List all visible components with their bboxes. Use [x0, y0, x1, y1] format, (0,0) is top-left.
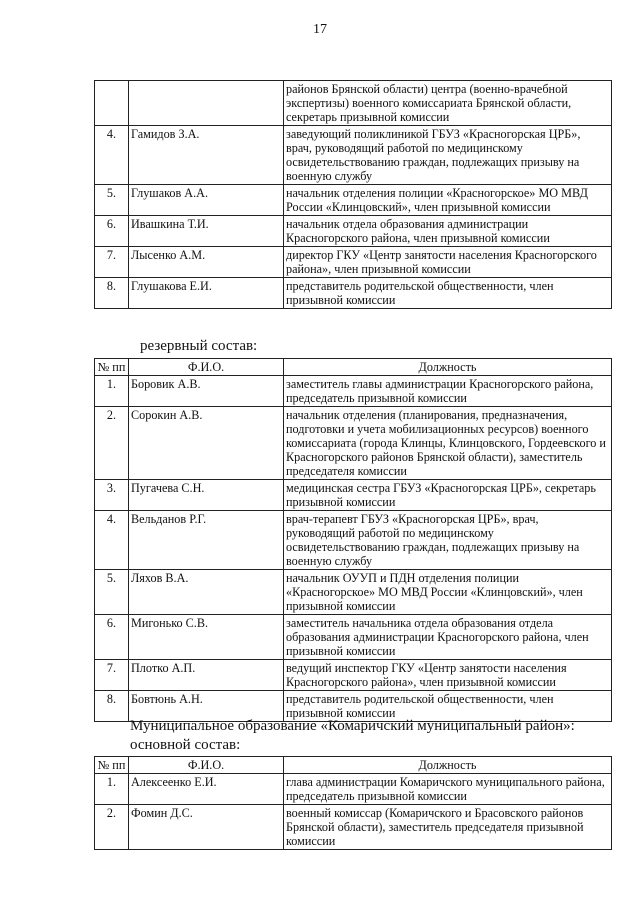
member-position: представитель родительской общественности, член призывной комиссии: [284, 278, 612, 309]
row-number: 2.: [95, 407, 129, 480]
member-name: Мигонько С.В.: [129, 615, 284, 660]
table-row: [95, 185, 612, 216]
table-row: [95, 81, 612, 126]
table-row: [95, 570, 612, 615]
table-body: [95, 81, 612, 309]
row-number: 1.: [95, 376, 129, 407]
reserve-caption: резервный состав:: [140, 338, 258, 354]
reserve-commission-table: [94, 358, 612, 722]
member-position: представитель родительской общественности, член призывной комиссии: [284, 691, 612, 722]
header-num: № пп: [95, 359, 129, 376]
row-number: 5.: [95, 185, 129, 216]
row-number: 1.: [95, 774, 129, 805]
row-number: 6.: [95, 615, 129, 660]
member-name: Глушаков А.А.: [129, 185, 284, 216]
table-row: [95, 407, 612, 480]
header-name: Ф.И.О.: [129, 359, 284, 376]
table-row: [95, 660, 612, 691]
row-number: 6.: [95, 216, 129, 247]
row-number: 8.: [95, 278, 129, 309]
row-number: 7.: [95, 247, 129, 278]
member-name: Ивашкина Т.И.: [129, 216, 284, 247]
member-position: районов Брянской области) центра (военно-врачебной экспертизы) военного комиссариата Брянской области, секретарь призывной комиссии: [284, 81, 612, 126]
member-position: глава администрации Комаричского муниципального района, председатель призывной комиссии: [284, 774, 612, 805]
row-number: [95, 81, 129, 126]
table-row: [95, 615, 612, 660]
table-row: [95, 278, 612, 309]
table-header-row: [95, 757, 612, 774]
main-caption: основной состав:: [130, 737, 241, 753]
table-row: [95, 247, 612, 278]
row-number: 5.: [95, 570, 129, 615]
row-number: 7.: [95, 660, 129, 691]
member-position: заместитель начальника отдела образования отдела образования администрации Красногорского района, член призывной комиссии: [284, 615, 612, 660]
table-row: [95, 126, 612, 185]
member-position: заместитель главы администрации Красногорского района, председатель призывной комиссии: [284, 376, 612, 407]
table-row: [95, 216, 612, 247]
member-position: директор ГКУ «Центр занятости населения Красногорского района», член призывной комиссии: [284, 247, 612, 278]
member-position: начальник отдела образования администрации Красногорского района, член призывной комиссии: [284, 216, 612, 247]
table-row: [95, 376, 612, 407]
member-position: начальник отделения (планирования, предназначения, подготовки и учета мобилизационных ресурсов) военного комиссариата (города Клинцы, Клинцовского, Гордеевского и Красногорского районов Брянской области), заместитель председателя комиссии: [284, 407, 612, 480]
member-name: Лысенко А.М.: [129, 247, 284, 278]
table-body: [95, 376, 612, 722]
member-name: Ляхов В.А.: [129, 570, 284, 615]
member-position: заведующий поликлиникой ГБУЗ «Красногорская ЦРБ», врач, руководящий работой по медицинскому освидетельствованию граждан, подлежащих призыву на военную службу: [284, 126, 612, 185]
table-body: [95, 774, 612, 850]
row-number: 2.: [95, 805, 129, 850]
member-name: Алексеенко Е.И.: [129, 774, 284, 805]
table-row: [95, 805, 612, 850]
member-position: начальник отделения полиции «Красногорское» МО МВД России «Клинцовский», член призывной комиссии: [284, 185, 612, 216]
header-num: № пп: [95, 757, 129, 774]
page-number: 17: [313, 22, 327, 37]
member-name: Фомин Д.С.: [129, 805, 284, 850]
table-row: [95, 480, 612, 511]
row-number: 4.: [95, 126, 129, 185]
table-row: [95, 511, 612, 570]
member-name: Плотко А.П.: [129, 660, 284, 691]
main-commission-table: [94, 756, 612, 850]
commission-table-continued: [94, 80, 612, 309]
table-row: [95, 774, 612, 805]
header-position: Должность: [284, 359, 612, 376]
member-position: врач-терапевт ГБУЗ «Красногорская ЦРБ», врач, руководящий работой по медицинскому освидетельствованию граждан, подлежащих призыву на военную службу: [284, 511, 612, 570]
member-name: Пугачева С.Н.: [129, 480, 284, 511]
header-position: Должность: [284, 757, 612, 774]
member-name: Сорокин А.В.: [129, 407, 284, 480]
member-name: Гамидов З.А.: [129, 126, 284, 185]
member-position: ведущий инспектор ГКУ «Центр занятости населения Красногорского района», член призывной комиссии: [284, 660, 612, 691]
table-header-row: [95, 359, 612, 376]
member-position: военный комиссар (Комаричского и Брасовского районов Брянской области), заместитель председателя призывной комиссии: [284, 805, 612, 850]
member-name: Бовтюнь А.Н.: [129, 691, 284, 722]
row-number: 3.: [95, 480, 129, 511]
row-number: 4.: [95, 511, 129, 570]
municipality-caption: Муниципальное образование «Комаричский муниципальный район»:: [130, 718, 575, 734]
member-position: начальник ОУУП и ПДН отделения полиции «Красногорское» МО МВД России «Клинцовский», член призывной комиссии: [284, 570, 612, 615]
member-name: [129, 81, 284, 126]
member-position: медицинская сестра ГБУЗ «Красногорская ЦРБ», секретарь призывной комиссии: [284, 480, 612, 511]
member-name: Вельданов Р.Г.: [129, 511, 284, 570]
row-number: 8.: [95, 691, 129, 722]
member-name: Глушакова Е.И.: [129, 278, 284, 309]
member-name: Боровик А.В.: [129, 376, 284, 407]
table-row: [95, 691, 612, 722]
header-name: Ф.И.О.: [129, 757, 284, 774]
